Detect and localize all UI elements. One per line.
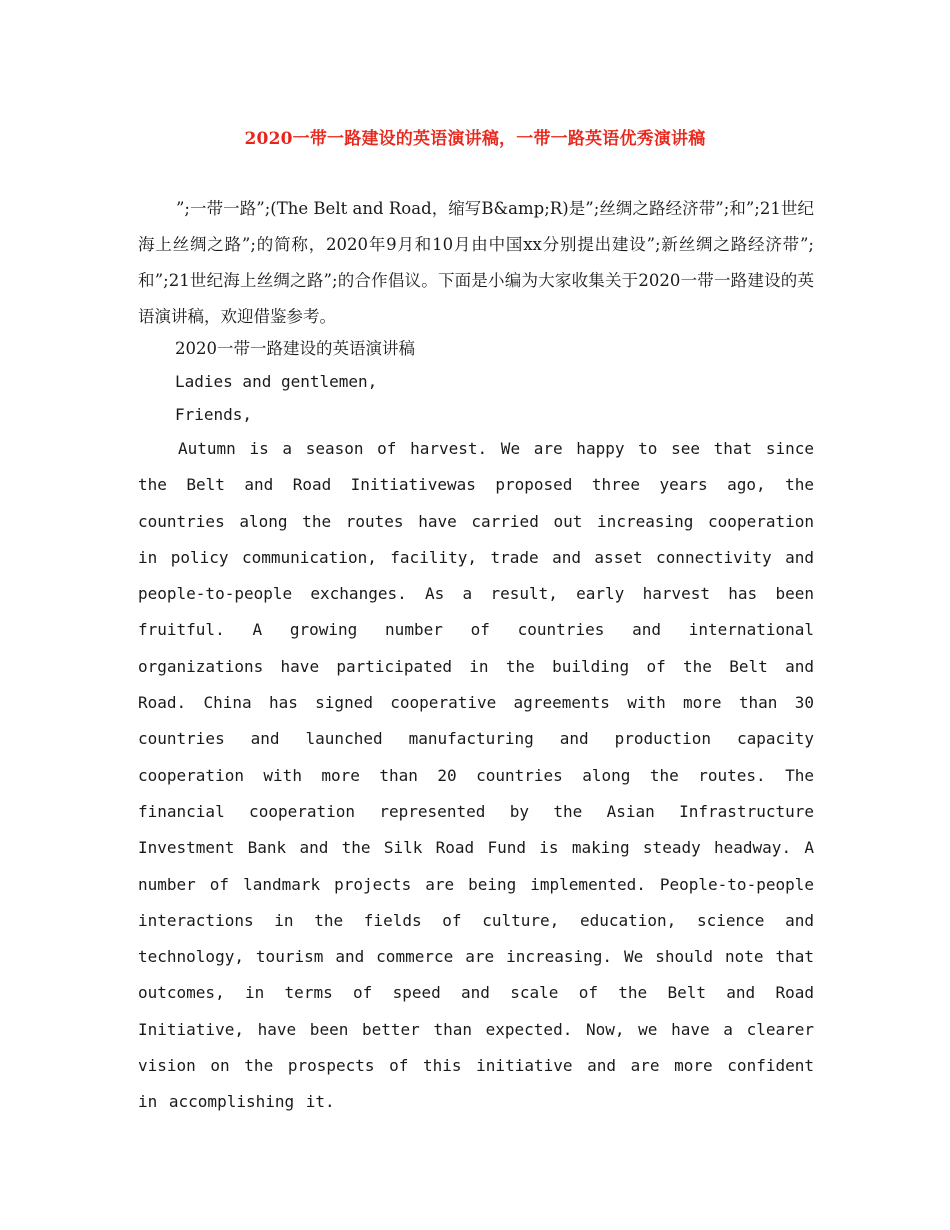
salutation-ladies: Ladies and gentlemen, [175,372,378,391]
page-title: 2020一带一路建设的英语演讲稿，一带一路英语优秀演讲稿 [244,129,706,149]
speech-subheading: 2020一带一路建设的英语演讲稿 [175,339,415,358]
salutation-friends: Friends, [175,405,253,424]
speech-body-paragraph: Autumn is a season of harvest. We are happy to see that since the Belt and Road Initiativewas proposed three years ago, the countries along the routes have carried out increasing cooperation in policy communication, facility, trade and asset connectivity and people-to-people exchanges. As a result, early harvest has been fruitful. A growing number of countries and international organizations have participated in the building of the Belt and Road. China has signed cooperative agreements with more than 30 countries and launched manufacturing and production capacity cooperation with more than 20 countries along the routes. The financial cooperation represented by the Asian Infrastructure Investment Bank and the Silk Road Fund is making steady headway. A number of landmark projects are being implemented. People-to-people interactions in the fields of culture, education, science and technology, tourism and commerce are increasing. We should note that outcomes, in terms of speed and scale of the Belt and Road Initiative, have been better than expected. Now, we have a clearer vision on the prospects of this initiative and are more confident in accomplishing it. [138,439,814,1112]
intro-paragraph: ”;一带一路”;(The Belt and Road，缩写B&amp;R)是”;丝绸之路经济带”;和”;21世纪海上丝绸之路”;的简称，2020年9月和10月由中国xx分别提出建设”;新丝绸之路经济带”;和”;21世纪海上丝绸之路”;的合作倡议。下面是小编为大家收集关于2020一带一路建设的英语演讲稿，欢迎借鉴参考。 [138,199,814,326]
